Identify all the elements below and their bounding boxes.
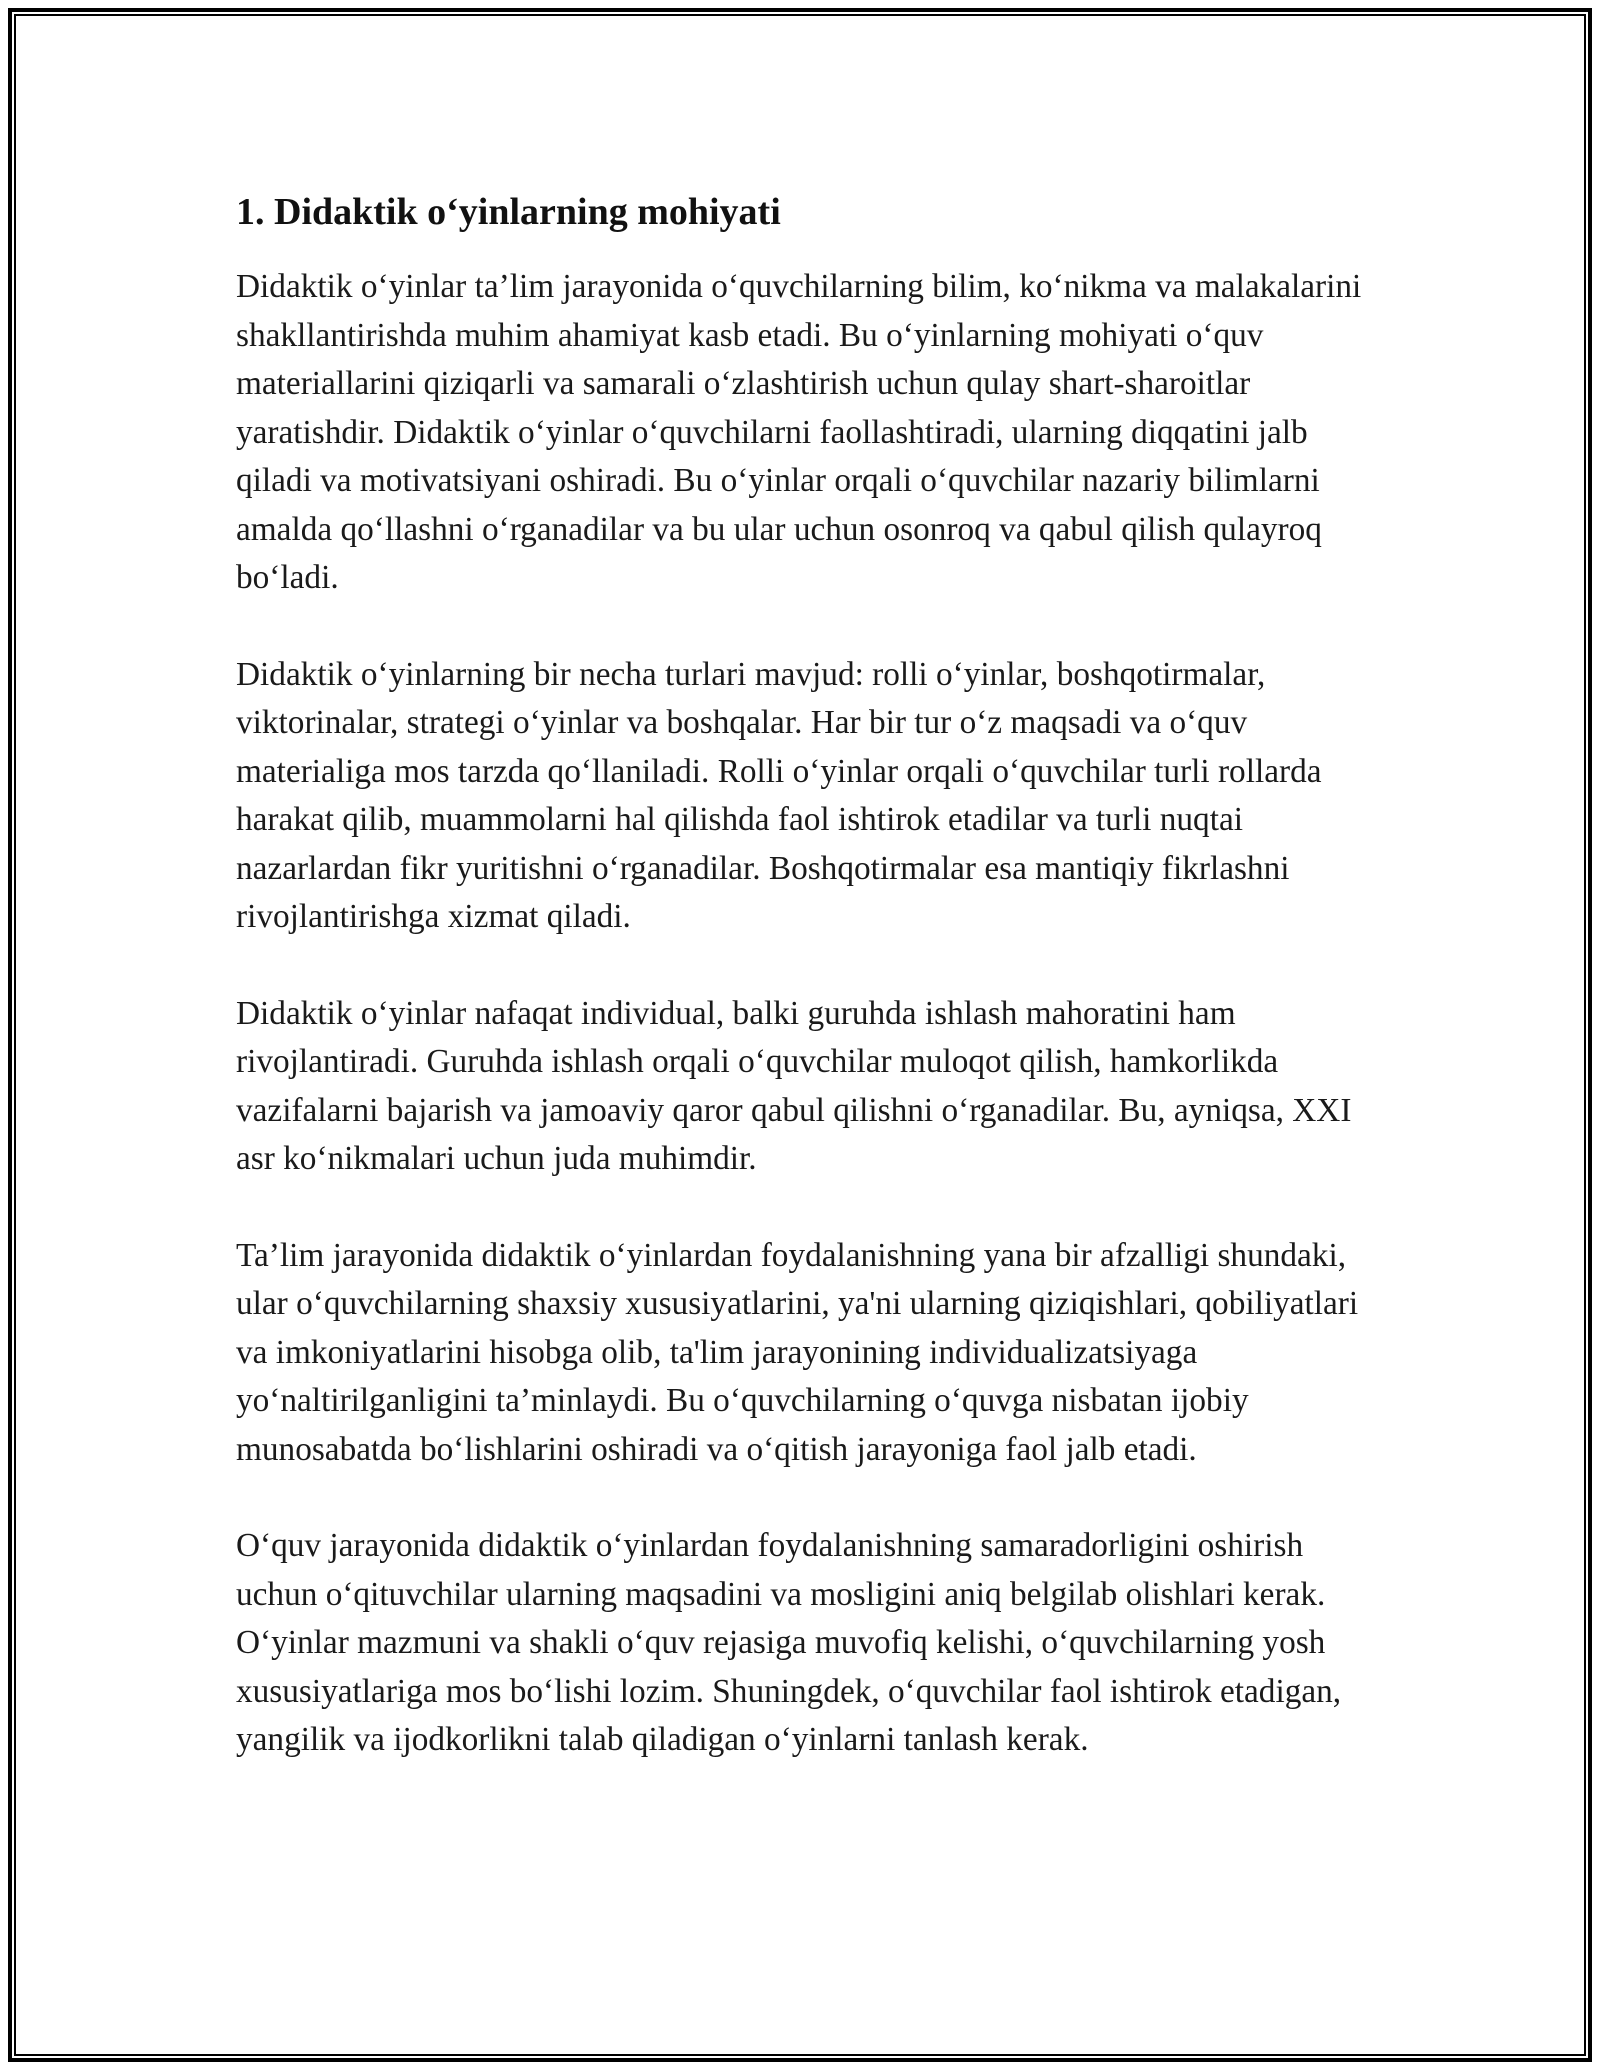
document-body <box>236 186 1386 1813</box>
paragraph: Didaktik o‘yinlar ta’lim jarayonida o‘quvchilarning bilim, ko‘nikma va malakalarini shakllantirishda muhim ahamiyat kasb etadi. Bu o‘yinlarning mohiyati o‘quv materiallarini qiziqarli va samarali o‘zlashtirish uchun qulay shart-sharoitlar yaratishdir. Didaktik o‘yinlar o‘quvchilarni faollashtiradi, ularning diqqatini jalb qiladi va motivatsiyani oshiradi. Bu o‘yinlar orqali o‘quvchilar nazariy bilimlarni amalda qo‘llashni o‘rganadilar va bu ular uchun osonroq va qabul qilish qulayroq bo‘ladi. <box>236 268 1362 596</box>
paragraph: Ta’lim jarayonida didaktik o‘yinlardan foydalanishning yana bir afzalligi shundaki, ular o‘quvchilarning shaxsiy xususiyatlarini, ya'ni ularning qiziqishlari, qobiliyatlari va imkoniyatlarini hisobga olib, ta'lim jarayonining individualizatsiyaga yo‘naltirilganligini ta’minlaydi. Bu o‘quvchilarning o‘quvga nisbatan ijobiy munosabatda bo‘lishlarini oshiradi va o‘qitish jarayoniga faol jalb etadi. <box>236 1236 1359 1468</box>
paragraph: Didaktik o‘yinlar nafaqat individual, balki guruhda ishlash mahoratini ham rivojlantiradi. Guruhda ishlash orqali o‘quvchilar muloqot qilish, hamkorlikda vazifalarni bajarish va jamoaviy qaror qabul qilishni o‘rganadilar. Bu, ayniqsa, XXI asr ko‘nikmalari uchun juda muhimdir. <box>236 994 1352 1177</box>
paragraph: O‘quv jarayonida didaktik o‘yinlardan foydalanishning samaradorligini oshirish uchun o‘qituvchilar ularning maqsadini va mosligini aniq belgilab olishlari kerak. O‘yinlar mazmuni va shakli o‘quv rejasiga muvofiq kelishi, o‘quvchilarning yosh xususiyatlariga mos bo‘lishi lozim. Shuningdek, o‘quvchilar faol ishtirok etadigan, yangilik va ijodkorlikni talab qiladigan o‘yinlarni tanlash kerak. <box>236 1527 1342 1758</box>
section-heading: 1. Didaktik o‘yinlarning mohiyati <box>236 191 781 233</box>
paragraph: Didaktik o‘yinlarning bir necha turlari mavjud: rolli o‘yinlar, boshqotirmalar, viktorinalar, strategi o‘yinlar va boshqalar. Har bir tur o‘z maqsadi va o‘quv materialiga mos tarzda qo‘llaniladi. Rolli o‘yinlar orqali o‘quvchilar turli rollarda harakat qilib, muammolarni hal qilishda faol ishtirok etadilar va turli nuqtai nazarlardan fikr yuritishni o‘rganadilar. Boshqotirmalar esa mantiqiy fikrlashni rivojlantirishga xizmat qiladi. <box>236 655 1322 935</box>
